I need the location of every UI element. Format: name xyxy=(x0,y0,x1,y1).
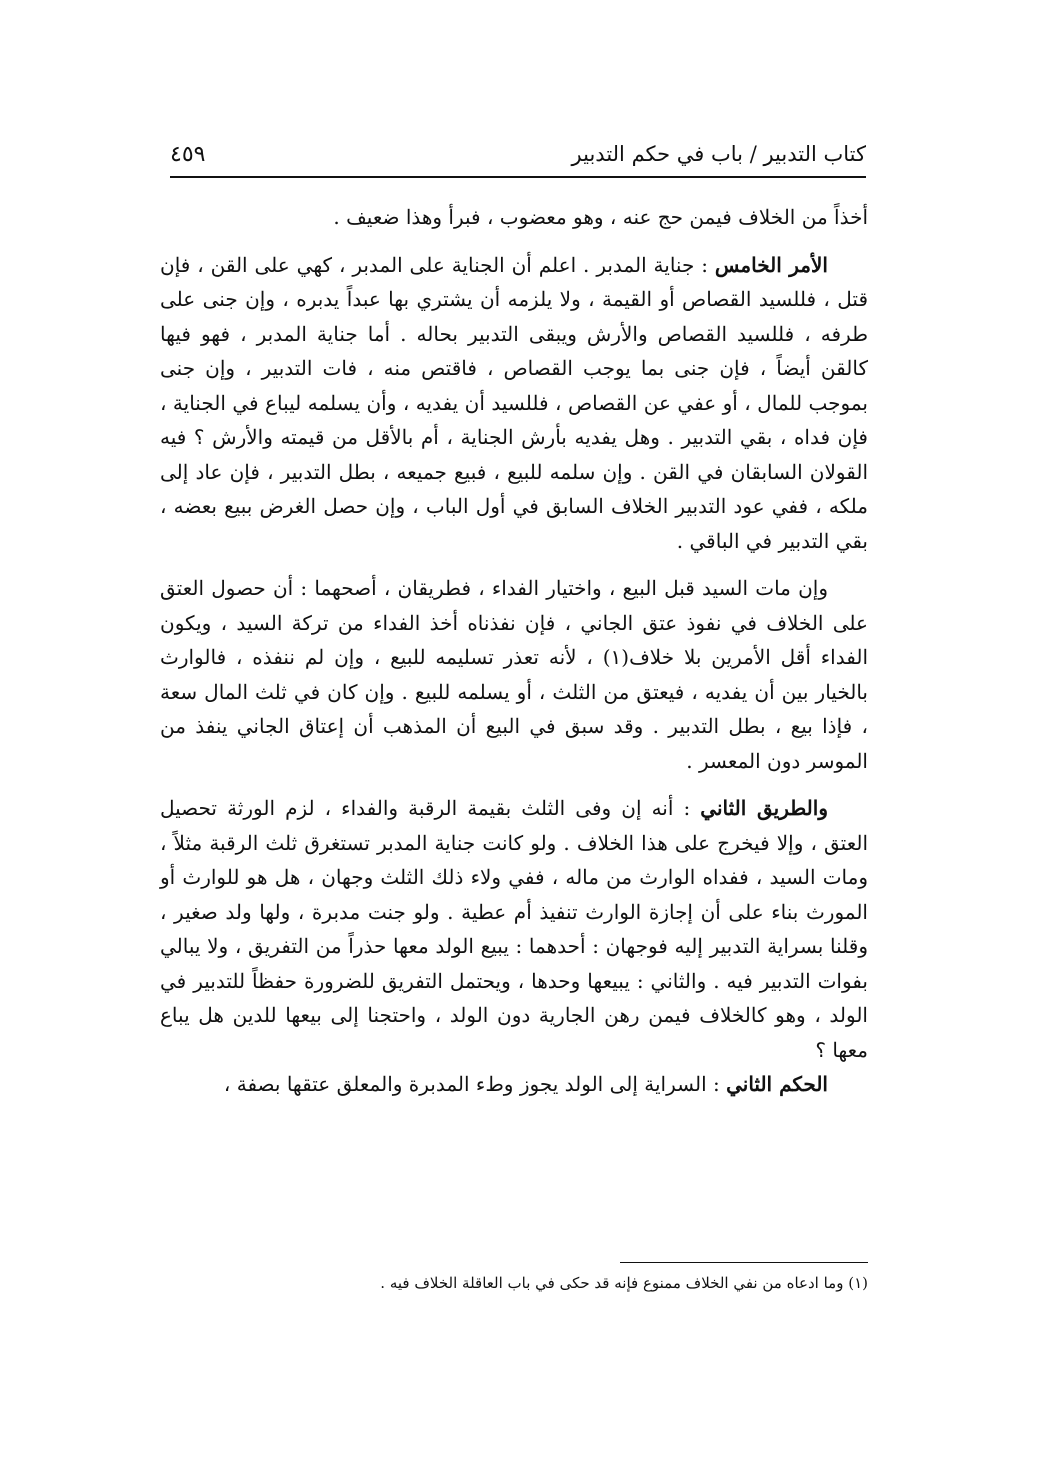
footnote-divider xyxy=(620,1262,868,1263)
paragraph-text: وإن مات السيد قبل البيع ، واختيار الفداء ، فطريقان ، أصحهما : أن حصول العتق على الخلاف في نفوذ عتق الجاني ، فإن نفذناه أخذ الفداء من تركة السيد ، ويكون الفداء أقل الأمرين بلا خلاف(١) ، لأنه تعذر تسليمه للبيع ، وإن لم ننفذه ، فالوارث بالخيار بين أن يفديه ، فيعتق من الثلث ، أو يسلمه للبيع . وإن كان في ثلث المال سعة ، فإذا بيع ، بطل التدبير . وقد سبق في البيع أن المذهب أن إعتاق الجاني ينفذ من الموسر دون المعسر . xyxy=(160,576,868,773)
section-heading: الحكم الثاني xyxy=(726,1072,828,1096)
paragraph xyxy=(160,791,868,1067)
page-number: ٤٥٩ xyxy=(170,142,206,167)
section-heading: الأمر الخامس xyxy=(714,252,828,277)
section-heading: والطريق الثاني xyxy=(700,796,828,820)
footnote: (١) وما ادعاه من نفي الخلاف ممنوع فإنه قد حكى في باب العاقلة الخلاف فيه . xyxy=(380,1274,868,1292)
paragraph xyxy=(160,571,868,778)
paragraph xyxy=(160,200,868,235)
paragraph xyxy=(160,1067,868,1102)
header-title: كتاب التدبير / باب في حكم التدبير xyxy=(571,142,866,166)
paragraph-text: : أنه إن وفى الثلث بقيمة الرقبة والفداء ، لزم الورثة تحصيل العتق ، وإلا فيخرج على هذا الخلاف . ولو كانت جناية المدبر تستغرق ثلث الرقبة مثلاً ، ومات السيد ، ففداه الوارث من ماله ، ففي ولاء ذلك الثلث وجهان ، هل هو للوارث أو المورث بناء على أن إجازة الوارث تنفيذ أم عطية . ولو جنت مدبرة ، ولها ولد صغير ، وقلنا بسراية التدبير إليه فوجهان : أحدهما : يبيع الولد معها حذراً من التفريق ، ولا يبالي بفوات التدبير فيه . والثاني : يبيعها وحدها ، ويحتمل التفريق للضرورة حفظاً للتدبير في الولد ، وهو كالخلاف فيمن رهن الجارية دون الولد ، واحتجنا إلى بيعها للدين هل يباع معها ؟ xyxy=(160,796,868,1062)
main-text xyxy=(160,200,868,1102)
paragraph-text: : جناية المدبر . اعلم أن الجناية على المدبر ، كهي على القن ، فإن قتل ، فللسيد القصاص أو القيمة ، ولا يلزمه أن يشتري بها عبداً يدبره ، وإن جنى على طرفه ، فللسيد القصاص والأرش ويبقى التدبير بحاله . أما جناية المدبر ، فهو فيها كالقن أيضاً ، فإن جنى بما يوجب القصاص ، فاقتص منه ، فات التدبير ، وإن جنى بموجب للمال ، أو عفي عن القصاص ، فللسيد أن يفديه ، وأن يسلمه ليباع في الجناية ، فإن فداه ، بقي التدبير . وهل يفديه بأرش الجناية ، أم بالأقل من قيمته والأرش ؟ فيه القولان السابقان في القن . وإن سلمه للبيع ، فبيع جميعه ، بطل التدبير ، فإن عاد إلى ملكه ، ففي عود التدبير الخلاف السابق في أول الباب ، وإن حصل الغرض ببيع بعضه ، بقي التدبير في الباقي . xyxy=(160,252,868,553)
running-header xyxy=(170,140,866,178)
paragraph-text: : السراية إلى الولد يجوز وطء المدبرة والمعلق عتقها بصفة ، xyxy=(223,1072,727,1096)
paragraph-text: أخذاً من الخلاف فيمن حج عنه ، وهو معضوب ، فبرأ وهذا ضعيف . xyxy=(333,205,868,229)
paragraph xyxy=(160,248,868,559)
